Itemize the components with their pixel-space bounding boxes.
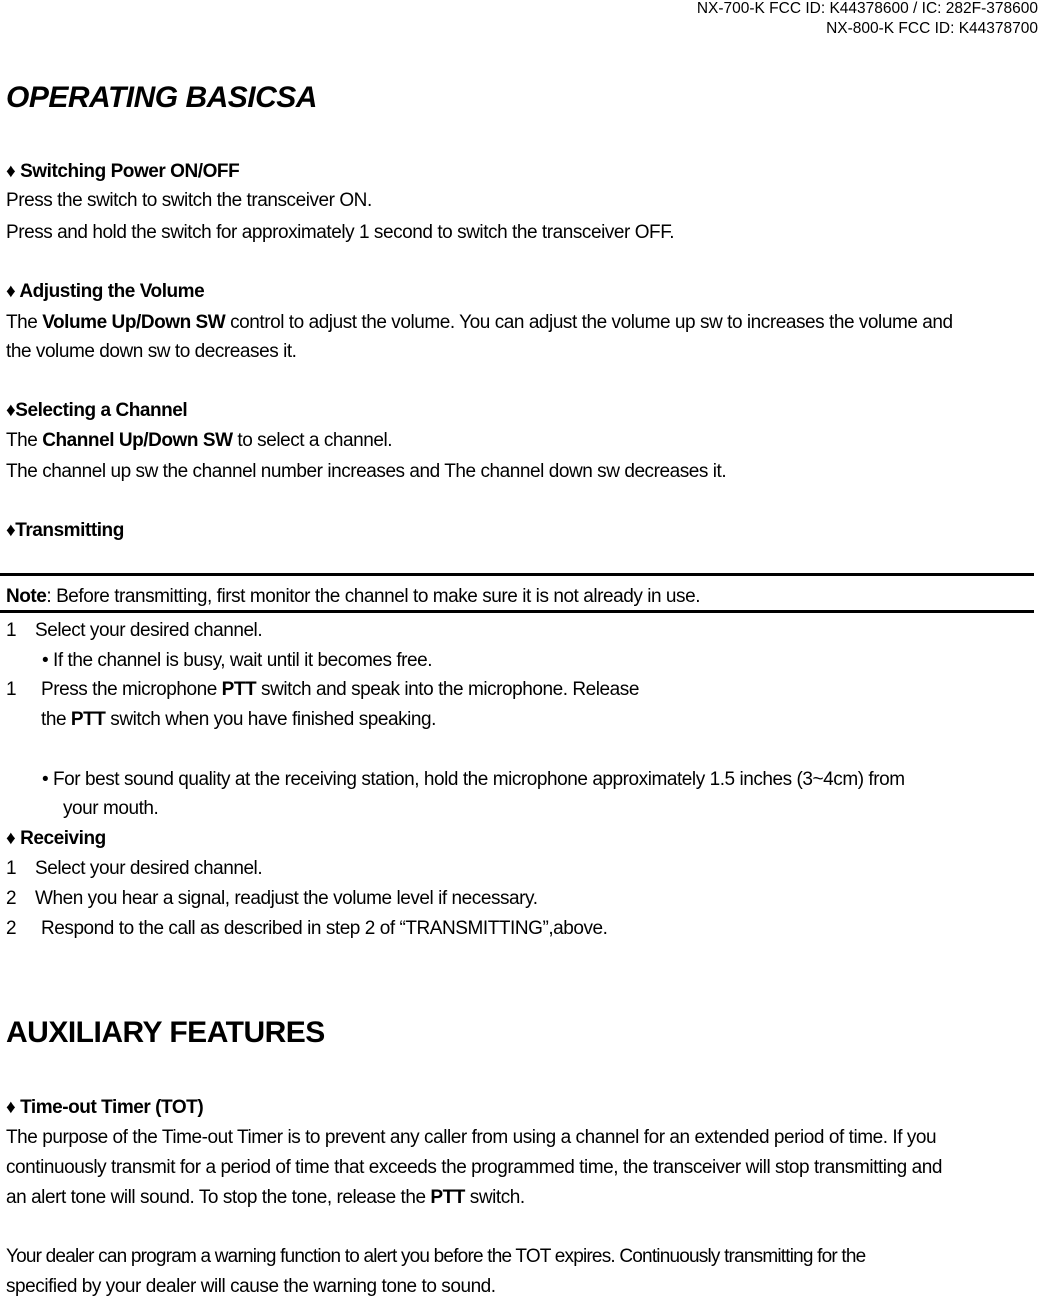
transmit-tip-2: your mouth.	[63, 798, 159, 819]
note-top-rule	[0, 573, 1034, 576]
transmit-tip-1: • For best sound quality at the receiving station, hold the microphone approximately 1.5 inches (3~4cm) from	[42, 769, 905, 790]
fcc-id-line-1: NX-700-K FCC ID: K44378600 / IC: 282F-378600	[696, 0, 1038, 17]
transmit-step-1-note: • If the channel is busy, wait until it becomes free.	[42, 650, 433, 671]
transmit-step-2-number: 1	[6, 679, 17, 700]
channel-heading: ♦Selecting a Channel	[6, 400, 188, 421]
power-heading: ♦ Switching Power ON/OFF	[6, 161, 240, 182]
tot-heading: ♦ Time-out Timer (TOT)	[6, 1097, 204, 1118]
tot-text-5: specified by your dealer will cause the warning tone to sound.	[6, 1276, 496, 1297]
note-text: Note: Before transmitting, first monitor the channel to make sure it is not already in use.	[6, 586, 701, 607]
operating-basics-title: OPERATING BASICSA	[6, 81, 317, 114]
tot-text-3: an alert tone will sound. To stop the tone, release the PTT switch.	[6, 1187, 525, 1208]
receive-step-3: Respond to the call as described in step 2 of “TRANSMITTING”,above.	[41, 918, 608, 939]
channel-text-2: The channel up sw the channel number increases and The channel down sw decreases it.	[6, 461, 727, 482]
transmit-step-1: Select your desired channel.	[35, 620, 263, 641]
volume-text-1: The Volume Up/Down SW control to adjust the volume. You can adjust the volume up sw to increases the volume and	[6, 312, 953, 333]
transmit-step-2: Press the microphone PTT switch and speak into the microphone. Release	[41, 679, 639, 700]
tot-text-4: Your dealer can program a warning function to alert you before the TOT expires. Continuously transmitting for the	[6, 1246, 866, 1267]
auxiliary-features-title: AUXILIARY FEATURES	[6, 1016, 325, 1049]
transmitting-heading: ♦Transmitting	[6, 520, 124, 541]
power-text-1: Press the switch to switch the transceiver ON.	[6, 190, 372, 211]
note-bottom-rule	[0, 610, 1034, 613]
tot-text-1: The purpose of the Time-out Timer is to prevent any caller from using a channel for an extended period of time. If you	[6, 1127, 937, 1148]
receive-step-2-number: 2	[6, 888, 17, 909]
volume-heading: ♦ Adjusting the Volume	[6, 281, 205, 302]
receive-step-1: Select your desired channel.	[35, 858, 263, 879]
receive-step-1-number: 1	[6, 858, 17, 879]
tot-text-2: continuously transmit for a period of time that exceeds the programmed time, the transceiver will stop transmitting and	[6, 1157, 942, 1178]
volume-text-2: the volume down sw to decreases it.	[6, 341, 297, 362]
receive-step-3-number: 2	[6, 918, 17, 939]
power-text-2: Press and hold the switch for approximately 1 second to switch the transceiver OFF.	[6, 222, 675, 243]
transmit-step-2-continued: the PTT switch when you have finished speaking.	[41, 709, 436, 730]
fcc-id-line-2: NX-800-K FCC ID: K44378700	[826, 20, 1038, 37]
receive-step-2: When you hear a signal, readjust the volume level if necessary.	[35, 888, 538, 909]
transmit-step-1-number: 1	[6, 620, 17, 641]
channel-text-1: The Channel Up/Down SW to select a channel.	[6, 430, 393, 451]
receiving-heading: ♦ Receiving	[6, 828, 106, 849]
